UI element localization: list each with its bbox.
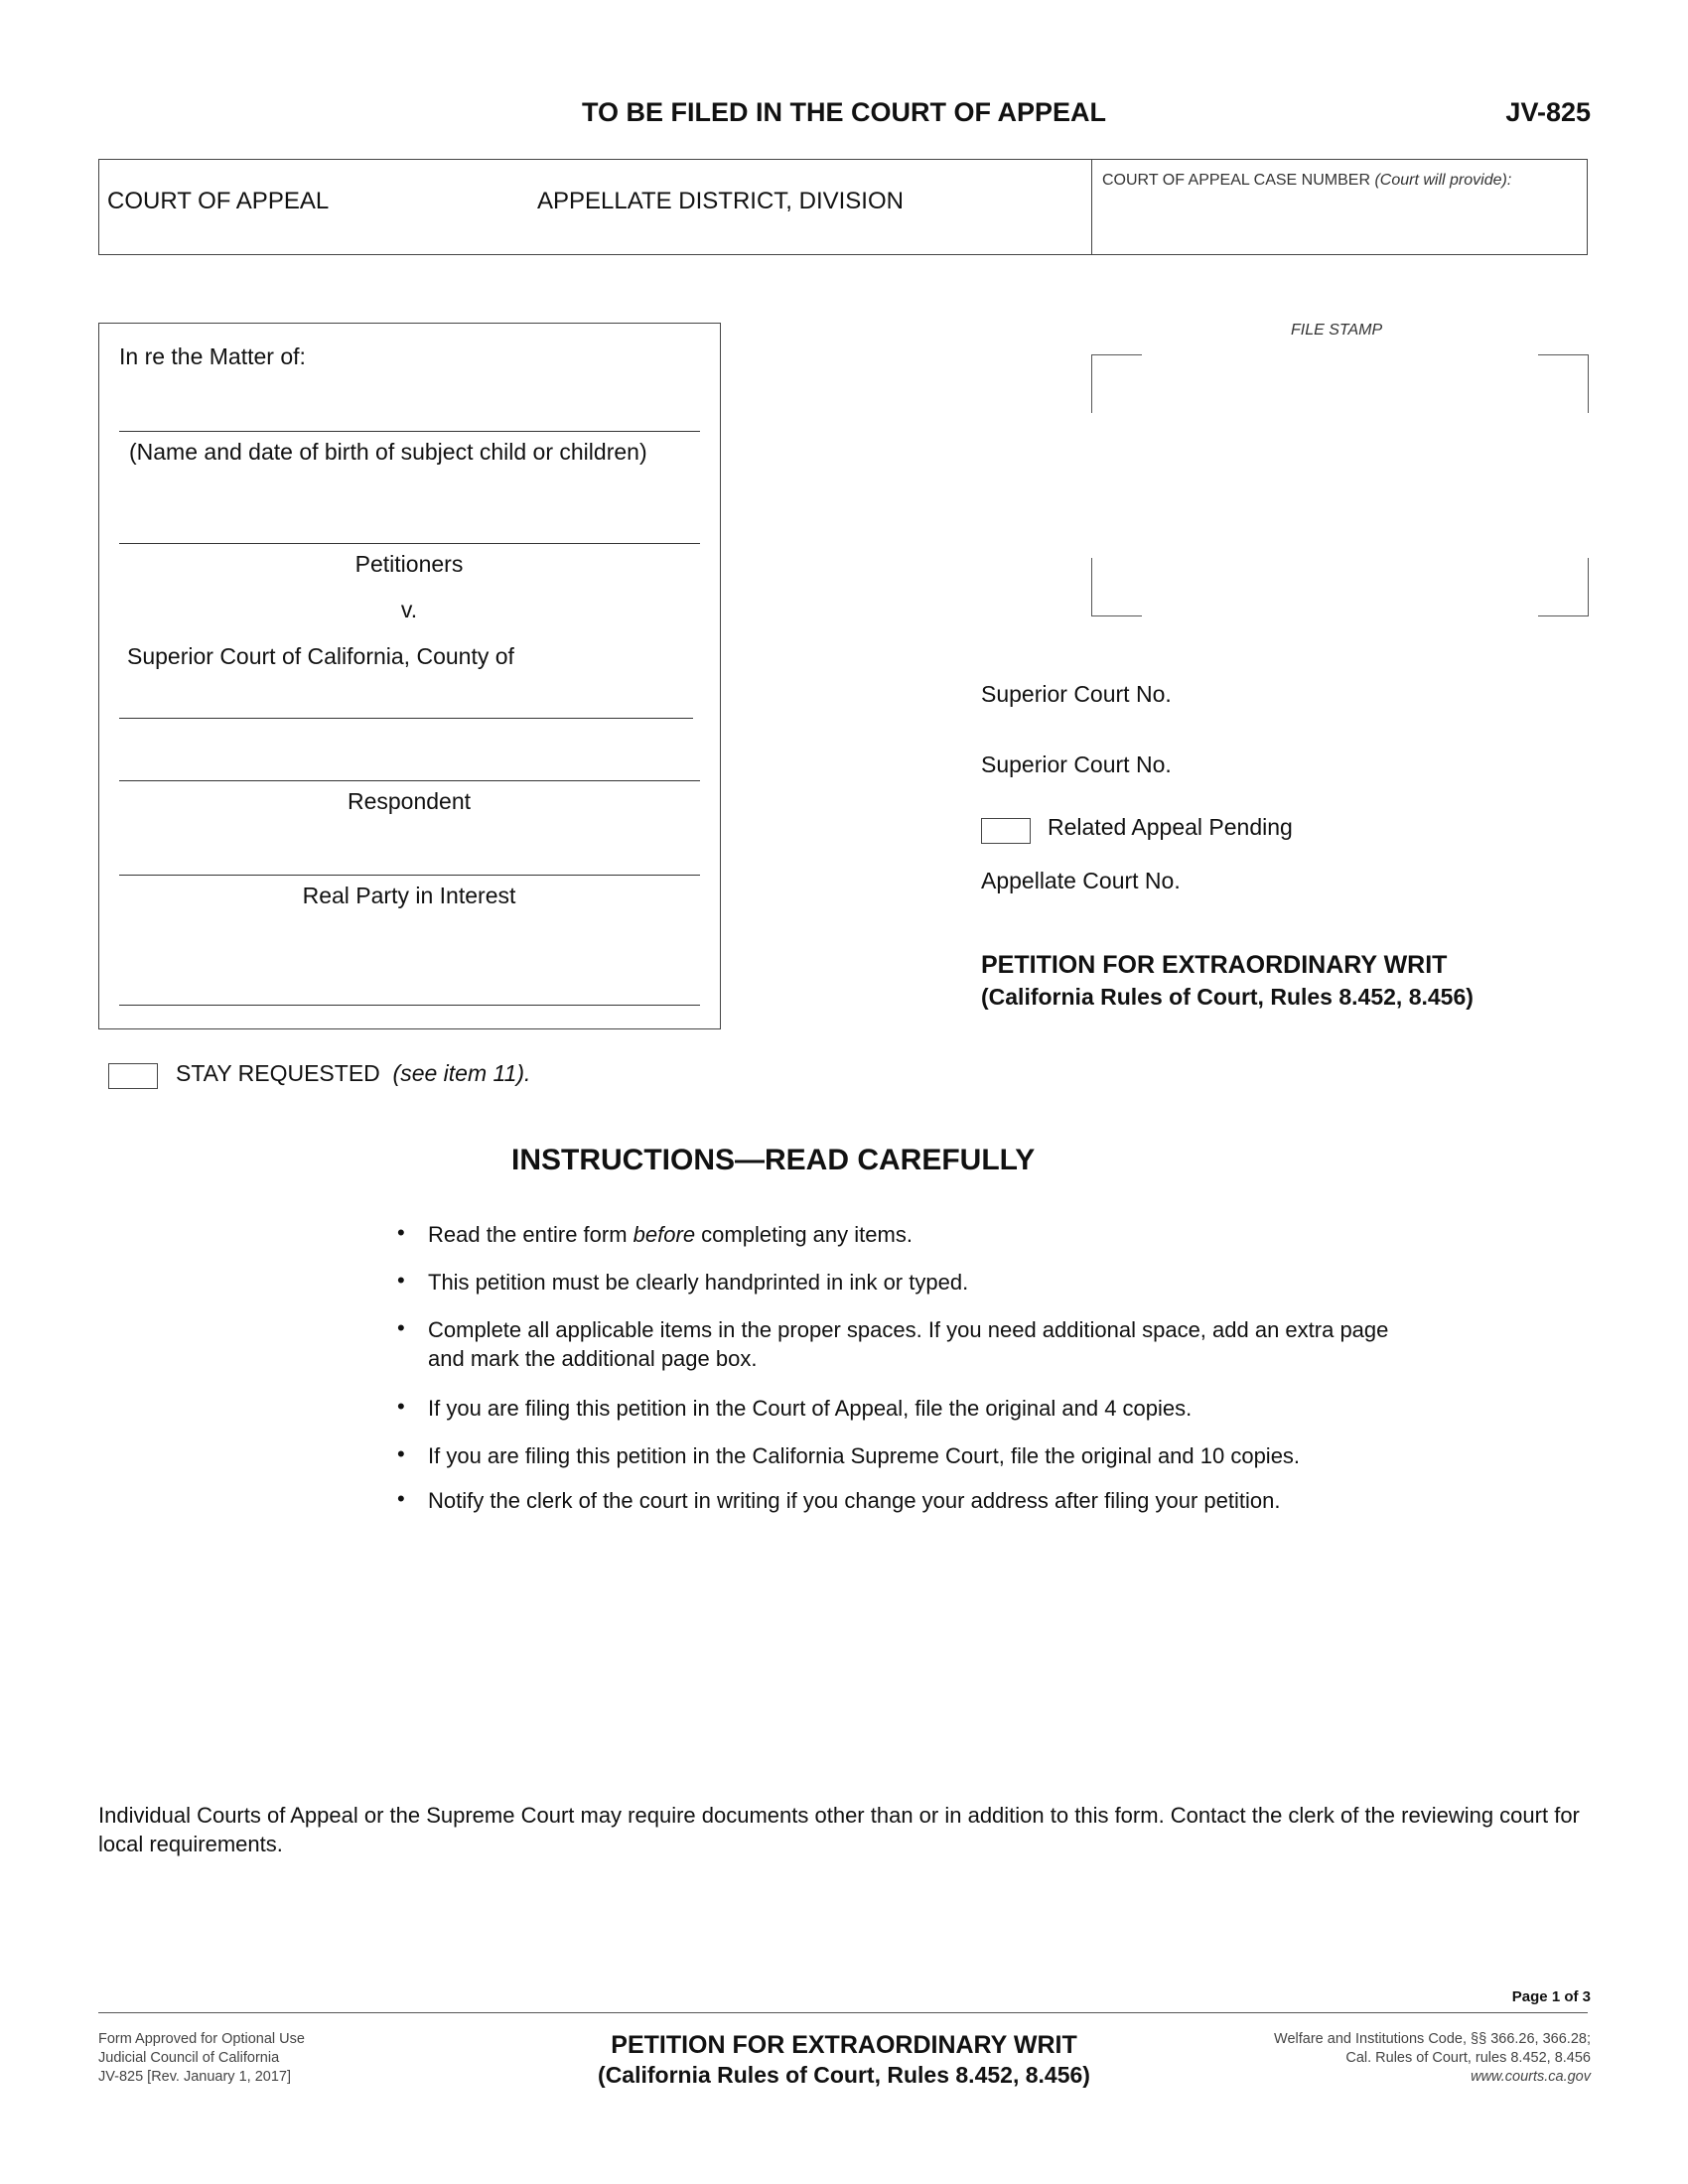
bullet: • bbox=[397, 1486, 405, 1511]
petitioners-line[interactable] bbox=[119, 543, 700, 544]
instruction-item: • This petition must be clearly handprinted in ink or typed. bbox=[397, 1268, 969, 1295]
petitioners-label: Petitioners bbox=[354, 551, 464, 577]
related-appeal-label: Related Appeal Pending bbox=[1048, 814, 1293, 840]
instruction-item: • If you are filing this petition in the California Supreme Court, file the original and 10 copies. bbox=[397, 1441, 1301, 1468]
real-party-name-line[interactable] bbox=[119, 1005, 700, 1006]
related-appeal-checkbox[interactable] bbox=[981, 818, 1031, 844]
file-stamp-corner-top-right bbox=[1538, 354, 1589, 413]
footer-website-link[interactable]: www.courts.ca.gov bbox=[1471, 2069, 1591, 2085]
stay-requested-label bbox=[176, 1060, 530, 1087]
form-number: JV-825 bbox=[1505, 97, 1591, 127]
respondent-line[interactable] bbox=[119, 780, 700, 781]
court-of-appeal-box bbox=[98, 159, 1588, 255]
local-requirements-note: Individual Courts of Appeal or the Supreme Court may require documents other than or in addition to this form. Contact the clerk of the reviewing court for local requirements. bbox=[98, 1803, 1580, 1856]
footer-title: PETITION FOR EXTRAORDINARY WRIT bbox=[611, 2031, 1077, 2059]
form-header-title: TO BE FILED IN THE COURT OF APPEAL bbox=[581, 97, 1107, 127]
bullet: • bbox=[397, 1268, 405, 1293]
stay-requested-text: STAY REQUESTED bbox=[176, 1060, 380, 1086]
stay-requested-checkbox[interactable] bbox=[108, 1063, 158, 1089]
instruction-item: • Complete all applicable items in the proper spaces. If you need additional space, add an extra page and mark the additional page box. bbox=[397, 1315, 1389, 1371]
instruction-item: • Read the entire form before completing any items. bbox=[397, 1220, 913, 1247]
county-line[interactable] bbox=[119, 718, 693, 719]
child-name-instruction: (Name and date of birth of subject child or children) bbox=[129, 439, 647, 465]
court-of-appeal-label: COURT OF APPEAL bbox=[107, 188, 330, 214]
footer-form-revision: JV-825 [Rev. January 1, 2017] bbox=[98, 2069, 291, 2085]
appellate-court-no[interactable]: Appellate Court No. bbox=[981, 868, 1181, 893]
appellate-district-label[interactable]: APPELLATE DISTRICT, DIVISION bbox=[537, 188, 904, 214]
petition-subtitle: (California Rules of Court, Rules 8.452, 8.456) bbox=[981, 984, 1474, 1010]
case-number-label: COURT OF APPEAL CASE NUMBER bbox=[1102, 172, 1370, 189]
instruction-item: • Notify the clerk of the court in writing if you change your address after filing your petition. bbox=[397, 1486, 1281, 1513]
child-name-line[interactable] bbox=[119, 431, 700, 432]
superior-court-no-2[interactable]: Superior Court No. bbox=[981, 751, 1172, 777]
respondent-label: Respondent bbox=[347, 788, 472, 814]
footer-subtitle: (California Rules of Court, Rules 8.452, 8.456) bbox=[598, 2062, 1090, 2088]
instruction-item: • If you are filing this petition in the Court of Appeal, file the original and 4 copies. bbox=[397, 1394, 1193, 1421]
case-number-field[interactable] bbox=[1102, 172, 1511, 190]
file-stamp-corner-bottom-left bbox=[1091, 558, 1142, 616]
versus-label: v. bbox=[400, 597, 418, 622]
bullet: • bbox=[397, 1220, 405, 1245]
real-party-line[interactable] bbox=[119, 875, 700, 876]
court-box-divider bbox=[1091, 160, 1092, 254]
superior-court-county-label: Superior Court of California, County of bbox=[127, 643, 514, 669]
stay-requested-note: (see item 11). bbox=[392, 1060, 531, 1086]
petition-title: PETITION FOR EXTRAORDINARY WRIT bbox=[981, 951, 1448, 979]
footer-citation-1: Welfare and Institutions Code, §§ 366.26, 366.28; bbox=[1274, 2031, 1591, 2047]
superior-court-no-1[interactable]: Superior Court No. bbox=[981, 681, 1172, 707]
bullet: • bbox=[397, 1315, 405, 1340]
case-caption-box bbox=[98, 323, 721, 1029]
file-stamp-label: FILE STAMP bbox=[1291, 322, 1383, 339]
file-stamp-corner-bottom-right bbox=[1538, 558, 1589, 616]
bullet: • bbox=[397, 1441, 405, 1466]
footer-citation-2: Cal. Rules of Court, rules 8.452, 8.456 bbox=[1345, 2050, 1591, 2066]
real-party-label: Real Party in Interest bbox=[302, 883, 516, 908]
footer-approval-2: Judicial Council of California bbox=[98, 2050, 280, 2066]
bullet: • bbox=[397, 1394, 405, 1419]
footer-divider bbox=[98, 2012, 1588, 2013]
case-number-note: (Court will provide): bbox=[1374, 172, 1512, 189]
in-re-label: In re the Matter of: bbox=[119, 343, 306, 369]
footer-approval-1: Form Approved for Optional Use bbox=[98, 2031, 305, 2047]
instructions-heading: INSTRUCTIONS—READ CAREFULLY bbox=[511, 1144, 1036, 1176]
file-stamp-corner-top-left bbox=[1091, 354, 1142, 413]
page-indicator: Page 1 of 3 bbox=[1511, 1988, 1591, 2005]
